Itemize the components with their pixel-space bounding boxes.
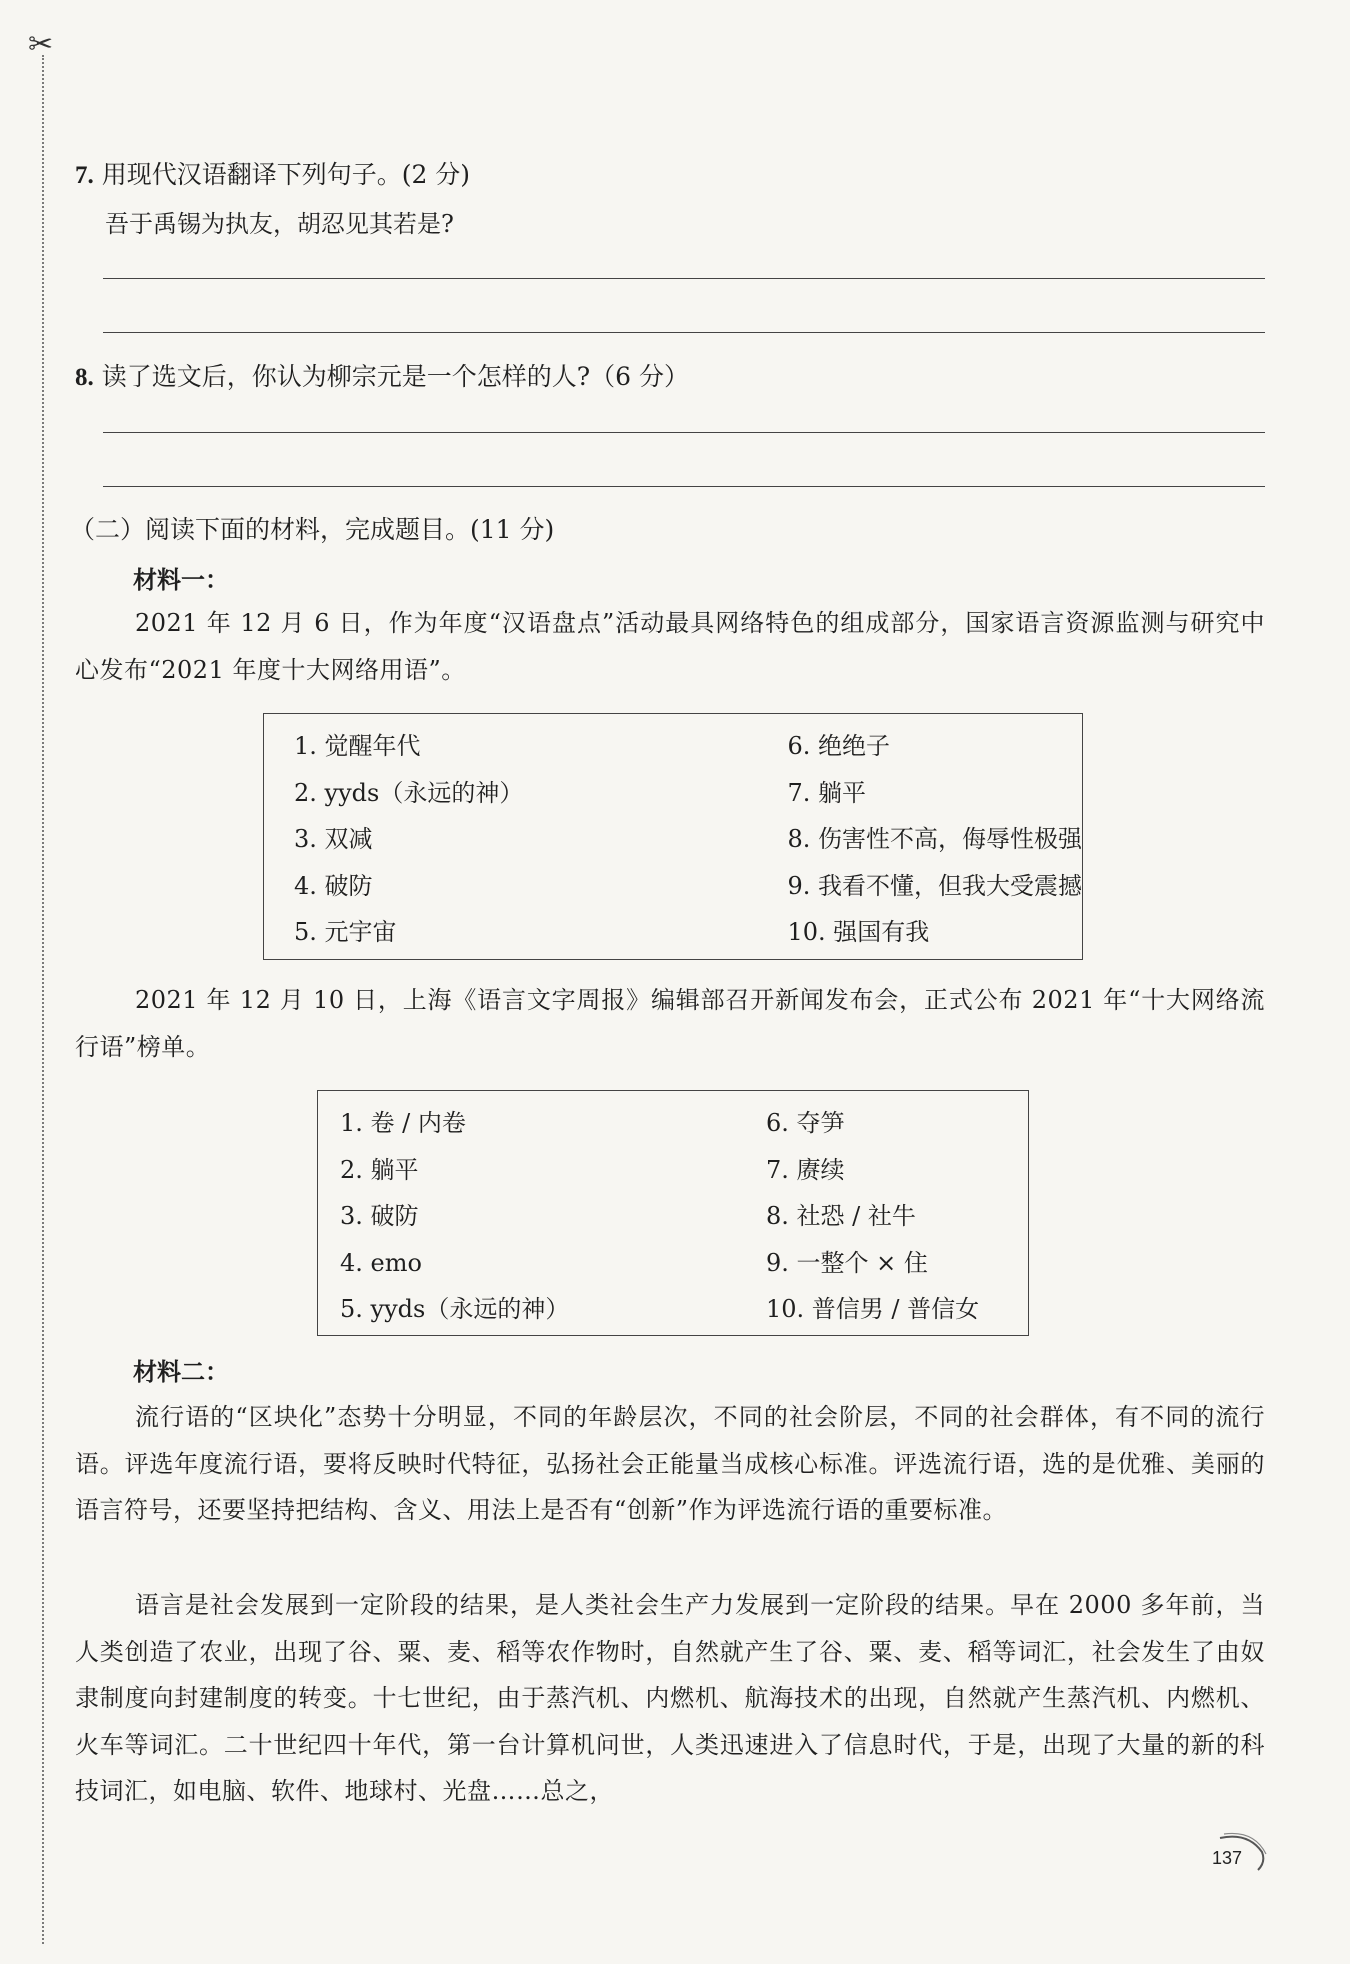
question-7-number: 7. <box>75 162 94 189</box>
list-item: 2. yyds（永远的神） <box>294 778 524 807</box>
list-item: 5. 元宇宙 <box>294 918 397 947</box>
page-number: 137 <box>1212 1848 1243 1868</box>
internet-terms-table-1 <box>263 713 1083 960</box>
list-item: 6. 绝绝子 <box>787 732 890 760</box>
answer-line[interactable] <box>103 278 1265 279</box>
list-item: 8. 伤害性不高，侮辱性极强 <box>787 825 1082 854</box>
list-item: 10. 强国有我 <box>787 918 930 947</box>
scissors-icon: ✂ <box>28 27 54 62</box>
question-7-sentence: 吾于禹锡为执友，胡忍见其若是? <box>105 210 454 238</box>
list-item: 3. 双减 <box>294 825 373 854</box>
list-item: 3. 破防 <box>340 1202 419 1231</box>
table-2-left-column <box>340 1100 684 1335</box>
material-2-heading: 材料二： <box>133 1357 229 1386</box>
list-item: 6. 夺笋 <box>766 1109 845 1137</box>
material-1-heading: 材料一： <box>133 565 229 594</box>
question-8-number: 8. <box>75 364 94 391</box>
material-2-paragraph-1: 流行语的“区块化”态势十分明显，不同的年龄层次，不同的社会阶层，不同的社会群体，有不同的流行语。评选年度流行语，要将反映时代特征，弘扬社会正能量当成核心标准。评选流行语，选的是优雅、美丽的语言符号，还要坚持把结构、含义、用法上是否有“创新”作为评选流行语的重要标准。 <box>75 1403 1265 1524</box>
question-7-text: 用现代汉语翻译下列句子。(2 分) <box>101 160 471 189</box>
question-8-text: 读了选文后，你认为柳宗元是一个怎样的人?（6 分） <box>101 362 689 391</box>
material-1-paragraph-1: 2021 年 12 月 6 日，作为年度“汉语盘点”活动最具网络特色的组成部分，国家语言资源监测与研究中心发布“2021 年度十大网络用语”。 <box>75 609 1265 684</box>
answer-line[interactable] <box>103 332 1265 333</box>
list-item: 9. 我看不懂，但我大受震撼 <box>787 871 1082 900</box>
list-item: 9. 一整个 × 住 <box>766 1248 928 1277</box>
list-item: 2. 躺平 <box>340 1155 419 1184</box>
question-7 <box>75 158 470 193</box>
internet-terms-table-2 <box>317 1090 1029 1336</box>
answer-line[interactable] <box>103 432 1265 433</box>
table-1-right-column <box>682 723 1082 959</box>
list-item: 1. 觉醒年代 <box>294 732 421 760</box>
list-item: 10. 普信男 / 普信女 <box>766 1295 980 1324</box>
material-2-paragraph-2: 语言是社会发展到一定阶段的结果，是人类社会生产力发展到一定阶段的结果。早在 2000 多年前，当人类创造了农业，出现了谷、粟、麦、稻等农作物时，自然就产生了谷、粟、麦、稻等词汇，社会发生了由奴隶制度向封建制度的转变。十七世纪，由于蒸汽机、内燃机、航海技术的出现，自然就产生蒸汽机、内燃机、火车等词汇。二十世纪四十年代，第一台计算机问世，人类迅速进入了信息时代，于是，出现了大量的新的科技词汇，如电脑、软件、地球村、光盘……总之， <box>75 1591 1265 1805</box>
list-item: 4. emo <box>340 1248 422 1277</box>
table-1-left-column <box>294 723 682 959</box>
material-1-paragraph-2: 2021 年 12 月 10 日，上海《语言文字周报》编辑部召开新闻发布会，正式公布 2021 年“十大网络流行语”榜单。 <box>75 986 1265 1061</box>
table-2-right-column <box>684 1100 1028 1335</box>
list-item: 1. 卷 / 内卷 <box>340 1109 466 1137</box>
list-item: 7. 赓续 <box>766 1155 845 1184</box>
cut-line <box>42 55 44 1944</box>
answer-line[interactable] <box>103 486 1265 487</box>
list-item: 4. 破防 <box>294 871 373 900</box>
list-item: 8. 社恐 / 社牛 <box>766 1202 916 1231</box>
list-item: 7. 躺平 <box>787 778 866 807</box>
list-item: 5. yyds（永远的神） <box>340 1295 570 1324</box>
section-title: （二）阅读下面的材料，完成题目。(11 分) <box>70 515 555 544</box>
question-8 <box>75 360 689 395</box>
